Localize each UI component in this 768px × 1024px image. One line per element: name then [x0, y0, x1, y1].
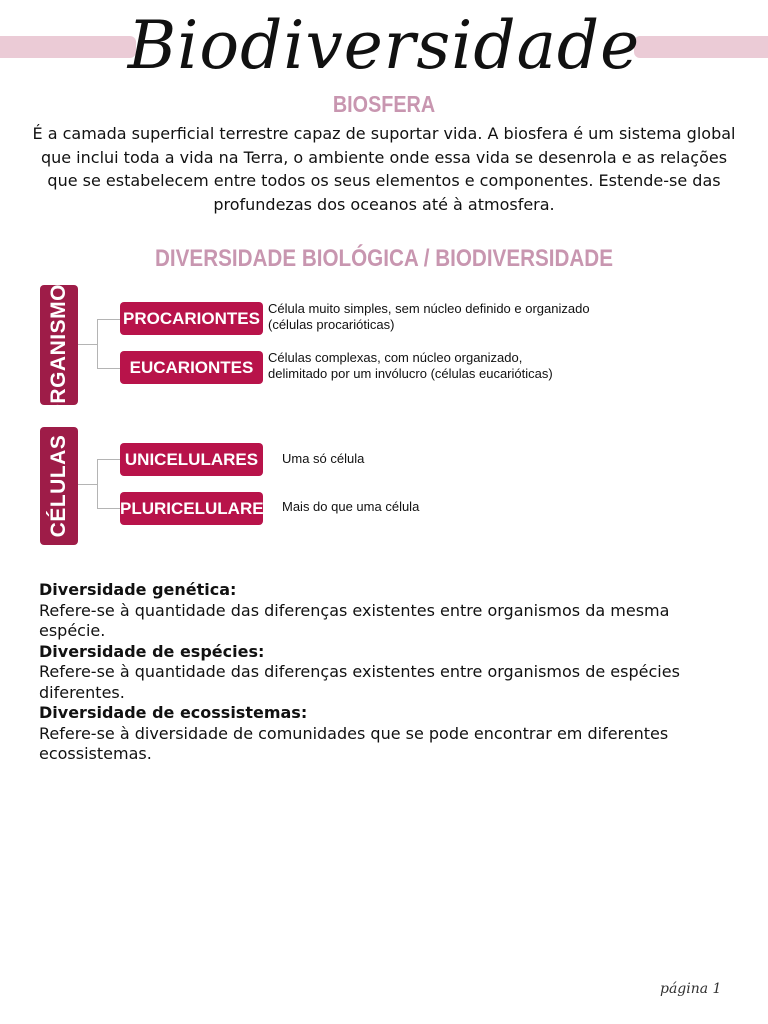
biodiversidade-heading: DIVERSIDADE BIOLÓGICA / BIODIVERSIDADE	[155, 245, 613, 272]
connector-line	[97, 319, 98, 369]
connector-line	[97, 319, 120, 320]
connector-line	[97, 368, 120, 369]
biosfera-heading: BIOSFERA	[332, 91, 436, 117]
definition-term: Diversidade de ecossistemas:	[39, 703, 308, 722]
celulas-label-text: CÉLULAS	[47, 434, 70, 538]
definition-text: Refere-se à quantidade das diferenças existentes entre organismos de espécies diferentes.	[39, 662, 680, 702]
definition-term: Diversidade genética:	[39, 580, 237, 599]
procariontes-description: Célula muito simples, sem núcleo definido e organizado (células procarióticas)	[268, 301, 590, 332]
eucariontes-pill: EUCARIONTES	[120, 351, 263, 384]
unicelulares-description: Uma só célula	[282, 451, 365, 466]
definitions-section	[39, 580, 729, 765]
organismos-label-text: ORGANISMOS	[47, 269, 70, 421]
connector-line	[97, 508, 120, 509]
connector-line	[97, 459, 120, 460]
definition-term: Diversidade de espécies:	[39, 641, 265, 661]
page-number: página 1	[660, 981, 722, 997]
unicelulares-pill: UNICELULARES	[120, 443, 263, 476]
biosfera-text: É a camada superficial terrestre capaz de suportar vida. A biosfera é um sistema global que inclui toda a vida na Terra, o ambiente onde essa vida se desenrola e as relações que se estabelecem entre todos os seus elementos e componentes. Estende-se das profundezas dos oceanos até à atmosfera.	[32, 124, 736, 214]
definition-text: Refere-se à quantidade das diferenças existentes entre organismos da mesma espécie.	[39, 600, 670, 640]
pluricelulares-description: Mais do que uma célula	[282, 499, 420, 514]
connector-line	[78, 344, 98, 345]
pluricelulares-pill: PLURICELULARES	[120, 492, 263, 525]
page-title: Biodiversidade	[127, 7, 641, 84]
celulas-label	[40, 427, 78, 545]
procariontes-pill: PROCARIONTES	[120, 302, 263, 335]
definition-text: Refere-se à diversidade de comunidades que se pode encontrar em diferentes ecossistemas.	[39, 723, 669, 763]
connector-line	[78, 484, 98, 485]
eucariontes-description: Células complexas, com núcleo organizado, delimitado por um invólucro (células eucarióticas)	[268, 350, 553, 381]
organismos-label	[40, 269, 78, 421]
connector-line	[97, 459, 98, 509]
